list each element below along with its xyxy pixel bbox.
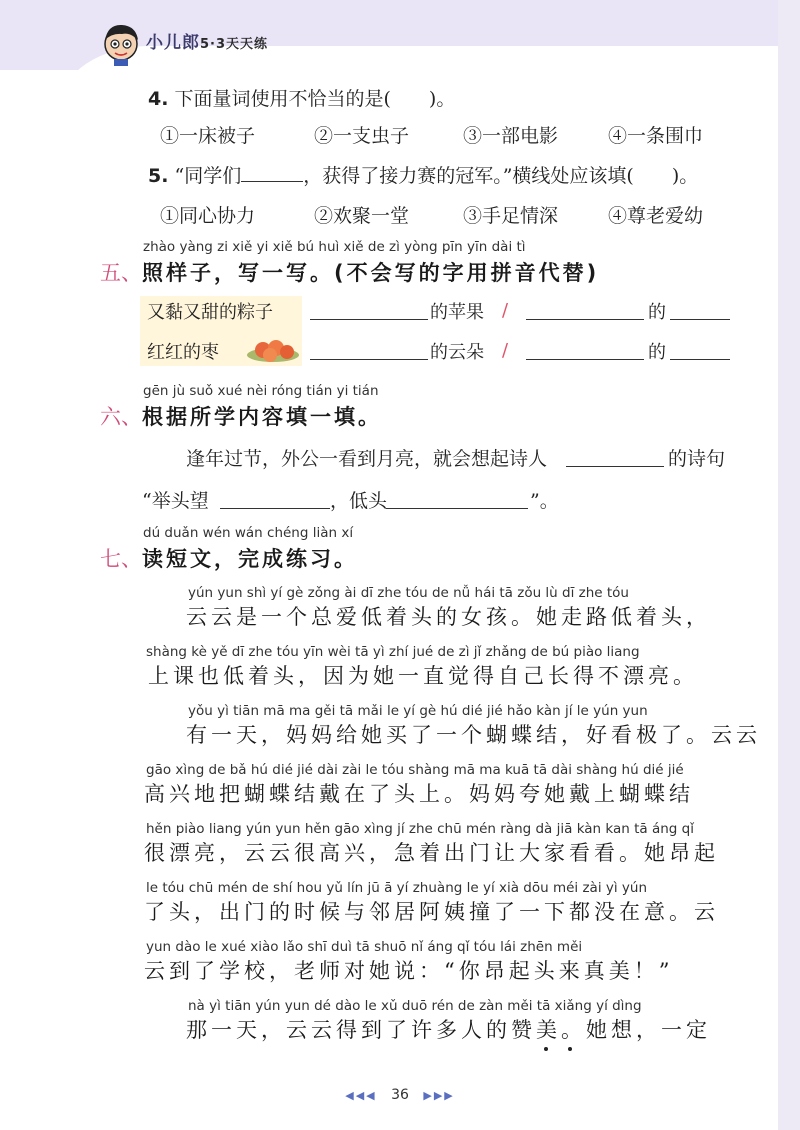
next-arrows-icon: ▶▶▶ <box>423 1089 455 1102</box>
passage-line-1: 云云是一个总爱低着头的女孩。她走路低着头， <box>186 605 711 629</box>
suffix-de-2: 的 <box>648 342 666 363</box>
poem-blank-2[interactable] <box>386 507 528 509</box>
q5-option-1: ①同心协力 <box>160 205 256 227</box>
brand-title <box>146 28 268 53</box>
passage-pinyin-3: yǒu yì tiān mā ma gěi tā mǎi le yí gè hú dié jié hǎo kàn jí le yún yun <box>188 703 648 719</box>
question-5-number: 5. <box>148 165 169 187</box>
poet-blank[interactable] <box>566 465 664 467</box>
passage-pinyin-1: yún yun shì yí gè zǒng ài dī zhe tóu de nǚ hái tā zǒu lù dī zhe tóu <box>188 585 629 601</box>
emphasis-dot <box>544 1047 548 1051</box>
passage-line-8: 那一天，云云得到了许多人的赞美。她想，一定 <box>186 1018 711 1042</box>
question-4 <box>148 84 455 111</box>
section-6-line-2a: “举头望 <box>142 490 209 512</box>
red-dates-icon <box>245 333 301 363</box>
passage-pinyin-4: gāo xìng de bǎ hú dié jié dài zài le tóu shàng mā ma kuā tā dài shàng hú dié jié <box>146 762 684 778</box>
passage-pinyin-8: nà yì tiān yún yun dé dào le xǔ duō rén de zàn měi tā xiǎng yí dìng <box>188 998 642 1014</box>
question-5 <box>148 161 698 188</box>
fill-blank-4[interactable] <box>310 358 428 360</box>
section-5-pinyin: zhào yàng zi xiě yi xiě bú huì xiě de zì yòng pīn yīn dài tì <box>143 239 526 255</box>
section-7-heading <box>100 543 358 573</box>
brand-name: 小儿郎 <box>146 33 200 53</box>
prev-arrows-icon: ◀◀◀ <box>345 1089 377 1102</box>
page-number: 36 <box>391 1087 409 1103</box>
section-5-title: 照样子，写一写。(不会写的字用拼音代替) <box>142 261 600 285</box>
page-edge-bar <box>778 0 800 1130</box>
passage-pinyin-6: le tóu chū mén de shí hou yǔ lín jū ā yí zhuàng le yí xià dōu méi zài yì yún <box>146 880 647 896</box>
q4-option-2: ②一支虫子 <box>314 125 410 147</box>
q4-option-3: ③一部电影 <box>463 125 559 147</box>
question-5-text-a: “同学们 <box>174 165 242 187</box>
mascot-icon <box>100 20 142 66</box>
question-5-text-b: ，获得了接力赛的冠军。”横线处应该填( )。 <box>303 165 699 187</box>
section-5-heading <box>100 257 599 287</box>
passage-line-5: 很漂亮，云云很高兴，急着出门让大家看看。她昂起 <box>144 841 719 865</box>
q5-option-4: ④尊老爱幼 <box>608 205 704 227</box>
emphasis-dot <box>568 1047 572 1051</box>
section-6-line-2b: ，低头 <box>330 490 388 512</box>
brand-series: 5·3天天练 <box>200 37 269 52</box>
suffix-cloud: 的云朵 <box>430 342 484 363</box>
section-6-line-2c: ”。 <box>530 490 559 512</box>
section-5-number: 五、 <box>100 261 142 285</box>
section-6-number: 六、 <box>100 405 142 429</box>
section-7-number: 七、 <box>100 547 142 571</box>
passage-line-7: 云到了学校，老师对她说：“你昂起头来真美！” <box>144 959 674 983</box>
fill-blank-2[interactable] <box>526 318 644 320</box>
slash-icon: / <box>502 300 509 321</box>
question-5-blank[interactable] <box>241 167 303 182</box>
section-6-line-1a: 逢年过节，外公一看到月亮，就会想起诗人 <box>186 448 548 470</box>
q4-option-4: ④一条围巾 <box>608 125 704 147</box>
section-7-title: 读短文，完成练习。 <box>142 547 358 571</box>
slash-icon: / <box>502 340 509 361</box>
passage-pinyin-7: yun dào le xué xiào lǎo shī duì tā shuō nǐ áng qǐ tóu lái zhēn měi <box>146 939 583 955</box>
passage-line-3: 有一天，妈妈给她买了一个蝴蝶结，好看极了。云云 <box>186 723 761 747</box>
passage-pinyin-5: hěn piào liang yún yun hěn gāo xìng jí zhe chū mén ràng dà jiā kàn kan tā áng qǐ <box>146 821 694 837</box>
example-phrase-2: 红红的枣 <box>147 342 219 363</box>
question-4-text: 下面量词使用不恰当的是( )。 <box>174 88 456 110</box>
question-4-number: 4. <box>148 88 169 110</box>
passage-line-4: 高兴地把蝴蝶结戴在了头上。妈妈夸她戴上蝴蝶结 <box>144 782 694 806</box>
section-6-title: 根据所学内容填一填。 <box>142 405 382 429</box>
suffix-de-1: 的 <box>648 302 666 323</box>
suffix-apple: 的苹果 <box>430 302 484 323</box>
section-6-pinyin: gēn jù suǒ xué nèi róng tián yi tián <box>143 383 379 399</box>
fill-blank-5[interactable] <box>526 358 644 360</box>
fill-blank-6[interactable] <box>670 358 730 360</box>
passage-line-6: 了头，出门的时候与邻居阿姨撞了一下都没在意。云 <box>144 900 719 924</box>
fill-blank-1[interactable] <box>310 318 428 320</box>
poem-blank-1[interactable] <box>220 507 330 509</box>
passage-pinyin-2: shàng kè yě dī zhe tóu yīn wèi tā yì zhí jué de zì jǐ zhǎng de bú piào liang <box>146 644 640 660</box>
section-6-heading <box>100 401 382 431</box>
fill-blank-3[interactable] <box>670 318 730 320</box>
page-footer <box>0 1087 800 1103</box>
section-7-pinyin: dú duǎn wén wán chéng liàn xí <box>143 525 354 541</box>
q5-option-3: ③手足情深 <box>463 205 559 227</box>
passage-line-2: 上课也低着头，因为她一直觉得自己长得不漂亮。 <box>148 664 698 688</box>
section-6-line-1b: 的诗句 <box>668 448 726 470</box>
q4-option-1: ①一床被子 <box>160 125 256 147</box>
q5-option-2: ②欢聚一堂 <box>314 205 410 227</box>
example-phrase-1: 又黏又甜的粽子 <box>147 302 273 323</box>
